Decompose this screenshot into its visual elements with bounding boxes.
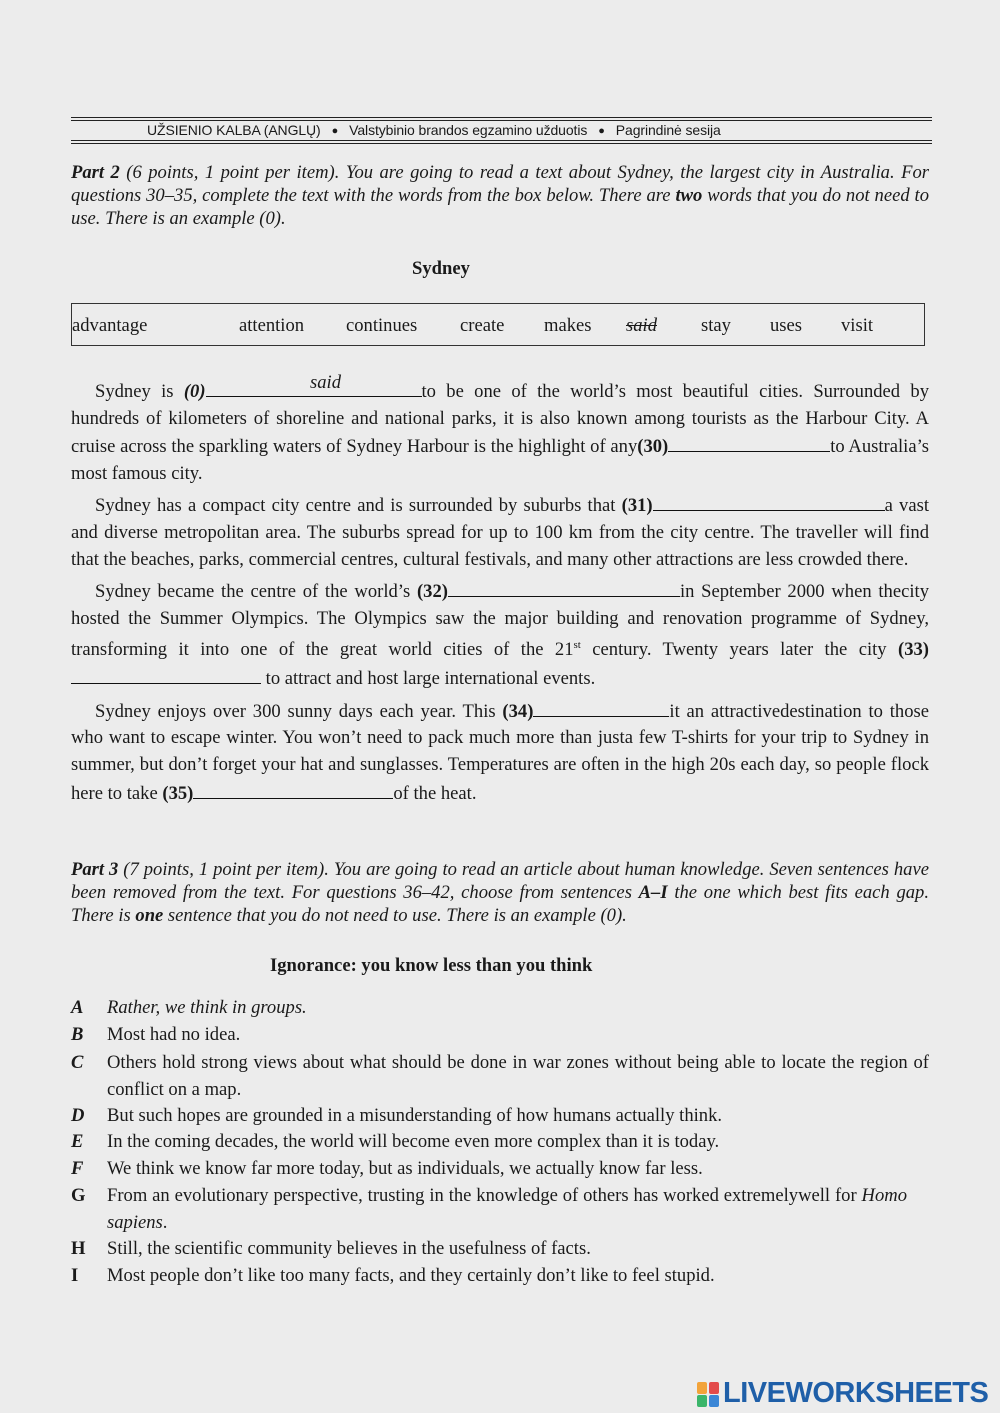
part3-instr-text-end: sentence that you do not need to use. There is an example (0).	[163, 905, 627, 926]
text-run: Sydney has a compact city centre and is surrounded by suburbs that	[95, 495, 622, 517]
header-subject: UŽSIENIO KALBA (ANGLŲ)	[147, 122, 321, 138]
sydney-paragraph-4	[71, 697, 929, 807]
question-number-32: (32)	[416, 581, 448, 603]
text-run: in September 2000 when thecity hosted the Summer Olympics. The Olympics saw the major building and renovation programme of Sydney, transforming it into one of the great world cities of the 21	[71, 581, 929, 661]
text-run: a vast and diverse metropolitan area. The suburbs spread for up to 100 km from the city centre. The traveller will find that the beaches, parks, commercial centres, cultural festivals, and many other attractions are less crowded there.	[71, 495, 930, 570]
part3-instr-emphasis: one	[135, 905, 164, 926]
question-number-31: (31)	[621, 495, 653, 517]
part2-title: Sydney	[412, 258, 470, 279]
answer-gap-33[interactable]	[71, 664, 261, 684]
part3-label: Part 3	[71, 859, 119, 880]
text-run: to be one of the world’s most beautiful cities. Surrounded by hundreds of kilometers of shoreline and national parks, it is also known among tourists as the Harbour City. A cruise across the sparkling waters of Sydney Harbour is the highlight of any	[71, 381, 929, 458]
header-separator: ●	[331, 125, 339, 137]
option-i	[71, 1263, 929, 1290]
logo-tile-green	[697, 1395, 707, 1407]
example-gap	[206, 372, 422, 397]
option-letter: D	[71, 1105, 85, 1126]
superscript-st: st	[573, 639, 581, 652]
option-text: Rather, we think in groups.	[107, 997, 307, 1018]
part2-instr-text: (6 points, 1 point per item). You are going to read a text about Sydney, the largest city in Australia. For questions 30–35, complete the text with the words from the box below. There are	[71, 162, 929, 206]
option-text: In the coming decades, the world will become even more complex than it is today.	[107, 1131, 720, 1152]
option-text-run: From an evolutionary perspective, trusting in the knowledge of others has worked extremelywell for	[107, 1185, 862, 1206]
word-box-item: attention	[239, 315, 305, 336]
text-run: of the heat.	[393, 782, 477, 804]
word-box	[71, 303, 925, 346]
answer-gap-34[interactable]	[533, 697, 669, 717]
option-text: Still, the scientific community believes in the usefulness of facts.	[107, 1238, 591, 1259]
option-letter: E	[71, 1131, 84, 1152]
answer-gap-32[interactable]	[448, 577, 680, 597]
option-h	[71, 1236, 929, 1263]
option-letter: A	[71, 997, 84, 1018]
option-g	[71, 1183, 929, 1236]
part3-instr-range: A–I	[638, 882, 668, 903]
option-text-end: .	[162, 1211, 168, 1233]
option-d	[71, 1103, 929, 1130]
option-text-italic: Homo sapiens	[107, 1185, 907, 1233]
header-rule-top-2	[71, 120, 932, 121]
option-letter: I	[71, 1265, 79, 1286]
word-box-item: continues	[346, 315, 418, 336]
header-exam: Valstybinio brandos egzamino užduotis	[349, 122, 588, 138]
word-box-item: advantage	[72, 315, 148, 336]
example-number-text: (0)	[183, 381, 206, 402]
option-letter: F	[71, 1158, 84, 1179]
part2-label: Part 2	[71, 162, 120, 183]
word-box-item: uses	[770, 315, 803, 336]
option-text: Most had no idea.	[107, 1024, 241, 1045]
option-text: Most people don’t like too many facts, and they certainly don’t like to feel stupid.	[107, 1265, 715, 1286]
answer-gap-30[interactable]	[668, 432, 830, 452]
answer-gap-31[interactable]	[653, 491, 885, 511]
header-session: Pagrindinė sesija	[615, 122, 721, 138]
text-run: century. Twenty years later the city	[580, 639, 898, 661]
option-e	[71, 1129, 929, 1156]
text-run: it an attractivedestination to those who want to escape winter. You won’t need to pack much more than justa few T-shirts for your trip to Sydney in summer, but don’t forget your hat and sunglasses. Temperatures are often in the high 20s each day, so people flock here to take	[71, 700, 929, 804]
liveworksheets-logo-text: LIVEWORKSHEETS	[723, 1377, 989, 1409]
word-box-item-used-example: said	[626, 315, 657, 336]
example-answer: said	[310, 372, 342, 394]
question-number-30: (30)	[637, 436, 669, 458]
option-text: Others hold strong views about what should be done in war zones without being able to locate the region of conflict on a map.	[107, 1052, 929, 1100]
word-box-item: visit	[841, 315, 874, 336]
text-run: Sydney became the centre of the world’s	[95, 581, 417, 603]
header-separator: ●	[598, 125, 605, 137]
liveworksheets-logo[interactable]	[697, 1377, 988, 1410]
example-number	[184, 381, 206, 402]
header-rule-top	[71, 117, 932, 118]
part2-instr-emphasis: two	[675, 185, 703, 206]
text-run: Sydney is	[95, 381, 184, 402]
header-rule-bottom	[71, 140, 932, 141]
option-letter: H	[71, 1238, 86, 1259]
option-letter: G	[71, 1185, 86, 1206]
option-letter: C	[71, 1052, 84, 1073]
part3-instr-text: (7 points, 1 point per item). You are going to read an article about human knowledge. Seven sentences have been removed from the text. For questions 36–42, choose from sentences	[71, 859, 929, 903]
word-box-item: makes	[544, 315, 592, 336]
part3-instr-text-2: the one which best fits each gap. There is	[71, 882, 929, 926]
word-box-item: create	[460, 315, 505, 336]
option-letter: B	[71, 1024, 84, 1045]
question-number-35: (35)	[162, 782, 194, 804]
logo-tile-orange	[697, 1382, 707, 1394]
question-number-33: (33)	[898, 639, 929, 661]
option-b	[71, 1022, 929, 1049]
part2-instr-text-end: words that you do not need to use. There is an example (0).	[71, 185, 929, 229]
text-run: Sydney enjoys over 300 sunny days each year. This	[95, 700, 503, 722]
option-c	[71, 1050, 929, 1103]
text-run: to Australia’s most famous city.	[71, 436, 929, 484]
sydney-text	[71, 372, 930, 807]
option-a	[71, 995, 929, 1022]
question-number-34: (34)	[502, 700, 534, 722]
liveworksheets-logo-icon	[697, 1380, 721, 1408]
part3-instructions	[71, 858, 929, 927]
sydney-paragraph-2	[71, 491, 929, 573]
option-text: But such hopes are grounded in a misunderstanding of how humans actually think.	[107, 1105, 723, 1126]
exam-header	[147, 122, 721, 138]
sydney-paragraph-1	[71, 372, 929, 487]
logo-tile-blue	[709, 1395, 719, 1407]
sydney-paragraph-3	[71, 577, 929, 693]
option-text	[107, 1183, 907, 1236]
option-f	[71, 1156, 929, 1183]
logo-tile-red	[709, 1382, 719, 1394]
option-text: We think we know far more today, but as individuals, we actually know far less.	[107, 1158, 703, 1179]
answer-gap-35[interactable]	[193, 779, 393, 799]
text-run: to attract and host large international events.	[261, 668, 596, 690]
word-box-item: stay	[701, 315, 731, 336]
part3-title: Ignorance: you know less than you think	[270, 955, 593, 976]
header-rule-bottom-2	[71, 143, 932, 144]
part2-instructions	[71, 161, 929, 230]
